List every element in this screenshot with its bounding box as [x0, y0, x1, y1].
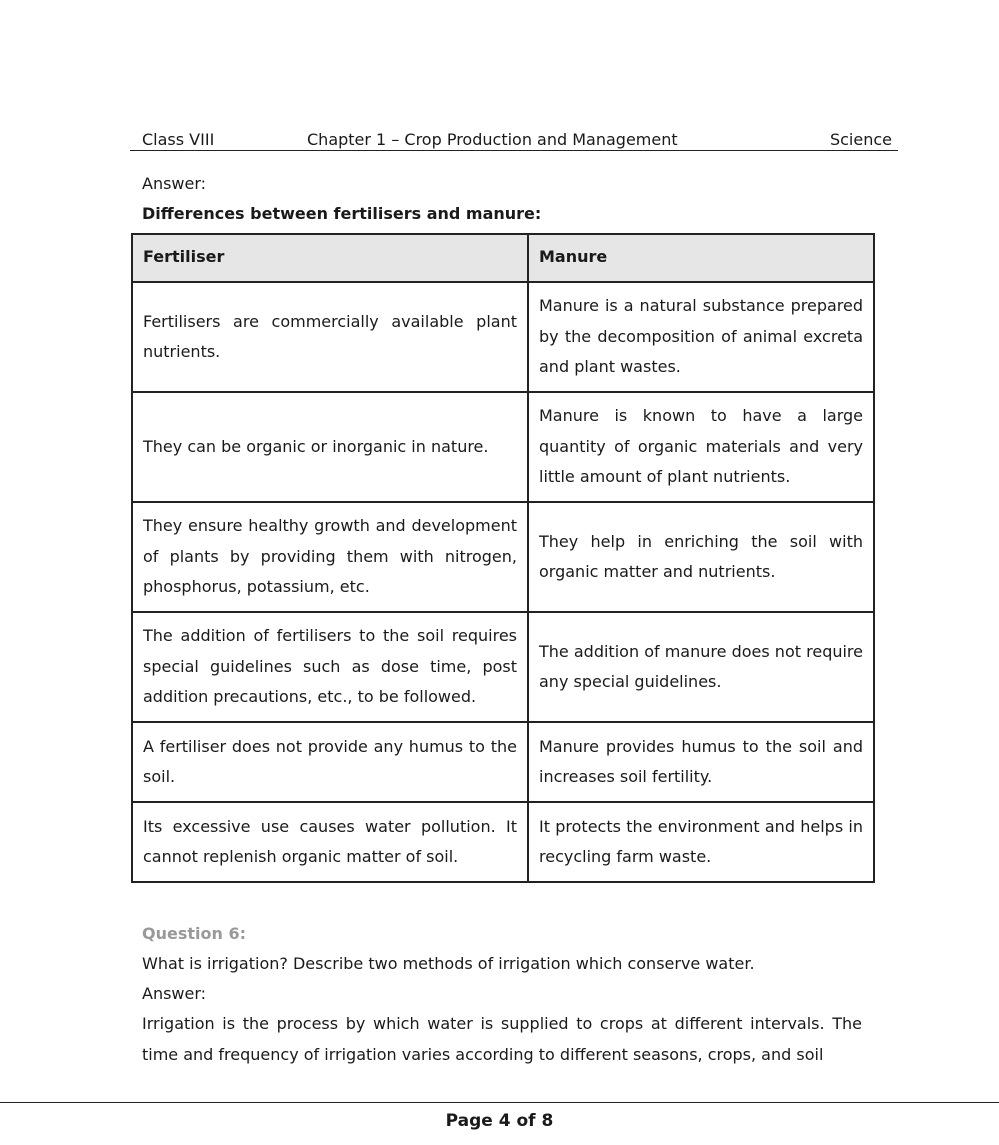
table-cell-manure: Manure provides humus to the soil and increases soil fertility. [528, 722, 874, 802]
table-row [132, 802, 874, 882]
table-cell-fertiliser: Its excessive use causes water pollution. It cannot replenish organic matter of soil. [132, 802, 528, 882]
table-row [132, 282, 874, 392]
question-answer-label: Answer: [142, 984, 207, 1003]
table-cell-fertiliser: They ensure healthy growth and development of plants by providing them with nitrogen, phosphorus, potassium, etc. [132, 502, 528, 612]
question-answer-text: Irrigation is the process by which water is supplied to crops at different intervals. The time and frequency of irrigation varies according to different seasons, crops, and soil [142, 1014, 862, 1064]
table-cell-fertiliser: The addition of fertilisers to the soil requires special guidelines such as dose time, post addition precautions, etc., to be followed. [132, 612, 528, 722]
table-cell-fertiliser: Fertilisers are commercially available plant nutrients. [132, 282, 528, 392]
table-cell-fertiliser: A fertiliser does not provide any humus to the soil. [132, 722, 528, 802]
page-header [130, 130, 898, 151]
table-cell-manure: The addition of manure does not require any special guidelines. [528, 612, 874, 722]
table-header-row [132, 234, 874, 282]
table-cell-manure: They help in enriching the soil with organic matter and nutrients. [528, 502, 874, 612]
column-header-fertiliser: Fertiliser [132, 234, 528, 282]
table-row [132, 612, 874, 722]
table-cell-manure: Manure is known to have a large quantity of organic materials and very little amount of plant nutrients. [528, 392, 874, 502]
table-row [132, 392, 874, 502]
footer-divider [0, 1102, 999, 1103]
differences-table [131, 233, 875, 883]
page-number: Page 4 of 8 [445, 1111, 554, 1131]
header-subject: Science [829, 130, 892, 149]
table-cell-fertiliser: They can be organic or inorganic in nature. [132, 392, 528, 502]
table-row [132, 502, 874, 612]
question-label: Question 6: [142, 924, 246, 943]
question-text: What is irrigation? Describe two methods of irrigation which conserve water. [142, 954, 755, 973]
header-class: Class VIII [142, 130, 215, 149]
table-cell-manure: It protects the environment and helps in recycling farm waste. [528, 802, 874, 882]
answer-label: Answer: [142, 174, 207, 193]
column-header-manure: Manure [528, 234, 874, 282]
header-chapter: Chapter 1 – Crop Production and Management [307, 130, 678, 149]
table-row [132, 722, 874, 802]
table-title: Differences between fertilisers and manure: [142, 204, 542, 223]
table-cell-manure: Manure is a natural substance prepared by the decomposition of animal excreta and plant wastes. [528, 282, 874, 392]
